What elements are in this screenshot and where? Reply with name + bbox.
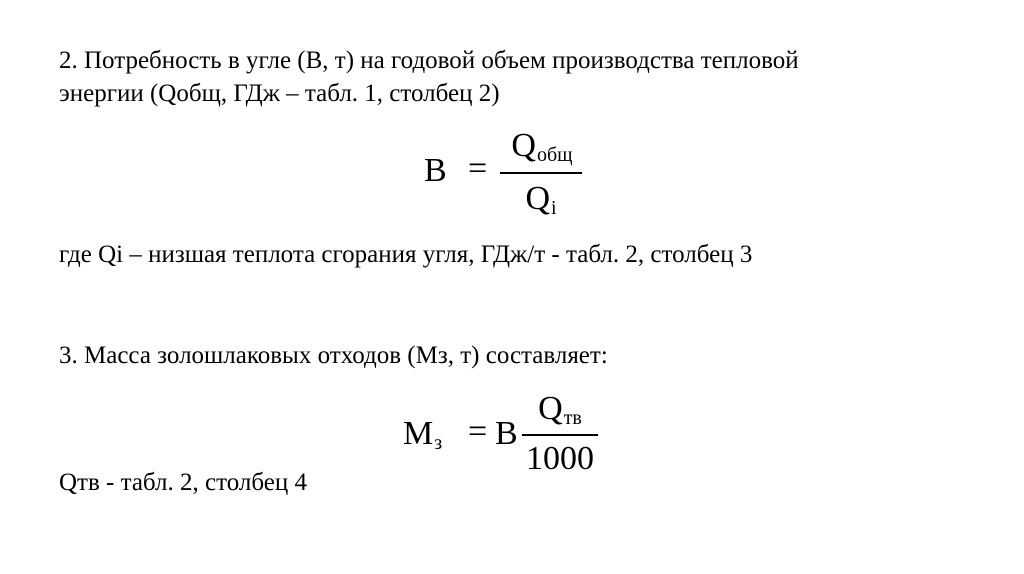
formula-1-equals: =: [468, 150, 488, 187]
formula-1-numerator-sub: общ: [536, 144, 573, 166]
formula-2-numerator: [522, 390, 598, 430]
paragraph-2-line-1: 2. Потребность в угле (В, т) на годовой объем производства тепловой: [59, 47, 799, 74]
formula-2-lhs: [403, 415, 442, 462]
formula-2-equals: =: [468, 413, 488, 450]
formula-1-numerator-base: Q: [511, 127, 536, 164]
formula-2-numerator-sub: тв: [563, 407, 582, 429]
formula-1-lhs: B: [424, 152, 447, 189]
formula-2-denominator: 1000: [526, 440, 594, 477]
paragraph-2-line-2: энергии (Qобщ, ГДж – табл. 1, столбец 2): [59, 80, 500, 107]
formula-2-lhs-sub: з: [434, 432, 443, 454]
formula-2-factor: B: [495, 415, 518, 452]
where-qi-text: где Qi – низшая теплота сгорания угля, ГДж/т - табл. 2, столбец 3: [59, 241, 753, 268]
formula-2-fraction-bar: [522, 434, 598, 436]
formula-1-denominator-base: Q: [525, 180, 550, 217]
formula-2-numerator-base: Q: [538, 390, 563, 427]
qtv-text: Qтв - табл. 2, столбец 4: [59, 469, 307, 496]
formula-2-lhs-base: M: [403, 415, 434, 452]
paragraph-3: 3. Масса золошлаковых отходов (Мз, т) составляет:: [59, 342, 608, 369]
formula-1-denominator-sub: i: [551, 197, 557, 219]
